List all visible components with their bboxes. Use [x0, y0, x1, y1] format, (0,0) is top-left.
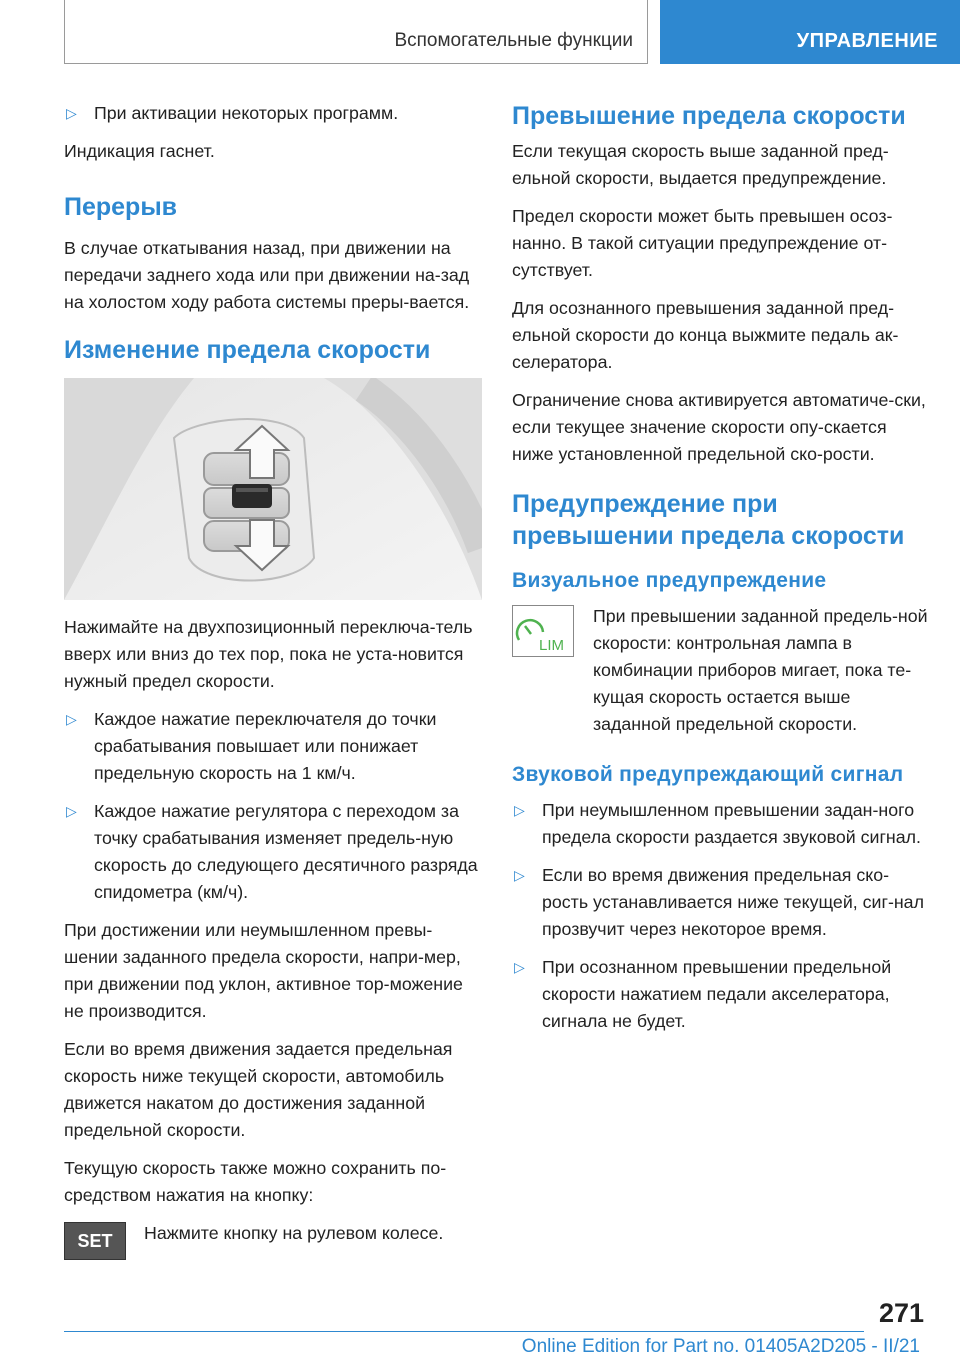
list-item [512, 797, 930, 851]
list-item-text: Каждое нажатие переключателя до точки срабатывания повышает или понижает предельную скорость на 1 км/ч. [94, 709, 437, 783]
left-column [64, 100, 482, 1292]
heading-pause: Перерыв [64, 193, 178, 221]
paragraph: Нажмите кнопку на рулевом колесе. [144, 1223, 444, 1243]
footer-divider [64, 1331, 864, 1332]
header-chapter-title: УПРАВЛЕНИЕ [796, 30, 938, 52]
heading-change-limit: Изменение предела скорости [64, 336, 431, 364]
list-item [512, 862, 930, 943]
steering-wheel-switch-image [64, 378, 482, 600]
header-section-title: Вспомогательные функции [394, 30, 633, 51]
paragraph: В случае откатывания назад, при движении на передачи заднего хода или при движении на-зад на холостом ходу работа системы преры-вается. [64, 238, 470, 312]
list-item [64, 100, 482, 127]
paragraph: Для осознанного превышения заданной пред-ельной скорости до конца выжмите педаль ак-селератора. [512, 298, 899, 372]
list-item [64, 798, 482, 906]
right-column [512, 100, 930, 1046]
steering-wheel-switch-illustration [64, 378, 482, 600]
bullet-triangle-icon: ▷ [66, 711, 77, 727]
list-item-text: Каждое нажатие регулятора с переходом за точку срабатывания изменяет предель-ную скорость до следующего десятичного разряда спидометра (км/ч). [94, 801, 478, 902]
bullet-triangle-icon: ▷ [514, 867, 525, 883]
heading-warning: Предупреждение при превышении предела скорости [512, 490, 905, 550]
header-chapter-tab[interactable] [660, 0, 960, 64]
set-button-icon: SET [64, 1222, 126, 1260]
lim-speedometer-icon [512, 605, 574, 657]
page-number: 271 [878, 1298, 924, 1328]
heading-sound-warning: Звуковой предупреждающий сигнал [512, 763, 904, 786]
footer-edition: Online Edition for Part no. 01405A2D205 - II/21 [521, 1336, 920, 1357]
list-item-text: Если во время движения предельная ско-рость устанавливается ниже текущей, сиг-нал прозвучит через некоторое время. [542, 865, 924, 939]
heading-exceed-limit: Превышение предела скорости [512, 102, 906, 130]
paragraph: Если во время движения задается предельная скорость ниже текущей скорости, автомобиль движется накатом до достижения заданной предельной скорости. [64, 1039, 453, 1140]
bullet-triangle-icon: ▷ [514, 802, 525, 818]
paragraph: Ограничение снова активируется автоматиче-ски, если текущее значение скорости опу-скается ниже установленной предельной ско-рости. [512, 390, 926, 464]
list-item-text: При осознанном превышении предельной скорости нажатием педали акселератора, сигнала не будет. [542, 957, 892, 1031]
lim-warning-row [512, 603, 930, 738]
lim-speedometer-glyph [513, 606, 573, 656]
list-item [64, 706, 482, 787]
list-item-text: При неумышленном превышении задан-ного предела скорости раздается звуковой сигнал. [542, 800, 921, 847]
paragraph: Нажимайте на двухпозиционный переключа-тель вверх или вниз до тех пор, пока не уста-новится нужный предел скорости. [64, 617, 473, 691]
paragraph: Текущую скорость также можно сохранить по-средством нажатия на кнопку: [64, 1158, 447, 1205]
list-item [512, 954, 930, 1035]
paragraph: Индикация гаснет. [64, 141, 215, 161]
bullet-triangle-icon: ▷ [514, 959, 525, 975]
bullet-triangle-icon: ▷ [66, 105, 77, 121]
list-item-text: При активации некоторых программ. [94, 103, 399, 123]
lim-text: LIM [539, 637, 565, 654]
paragraph: При превышении заданной предель-ной скорости: контрольная лампа в комбинации приборов мигает, пока те-кущая скорость остается выше заданной предельной скорости. [593, 606, 928, 734]
bullet-triangle-icon: ▷ [66, 803, 77, 819]
paragraph: Предел скорости может быть превышен осоз-нанно. В такой ситуации предупреждение от-сутствует. [512, 206, 893, 280]
set-button-row [64, 1220, 482, 1292]
paragraph: Если текущая скорость выше заданной пред-ельной скорости, выдается предупреждение. [512, 141, 889, 188]
heading-visual-warning: Визуальное предупреждение [512, 569, 827, 592]
paragraph: При достижении или неумышленном превы-шении заданного предела скорости, напри-мер, при движении под уклон, активное тор-можение не производится. [64, 920, 463, 1021]
header-section-box [64, 0, 648, 64]
